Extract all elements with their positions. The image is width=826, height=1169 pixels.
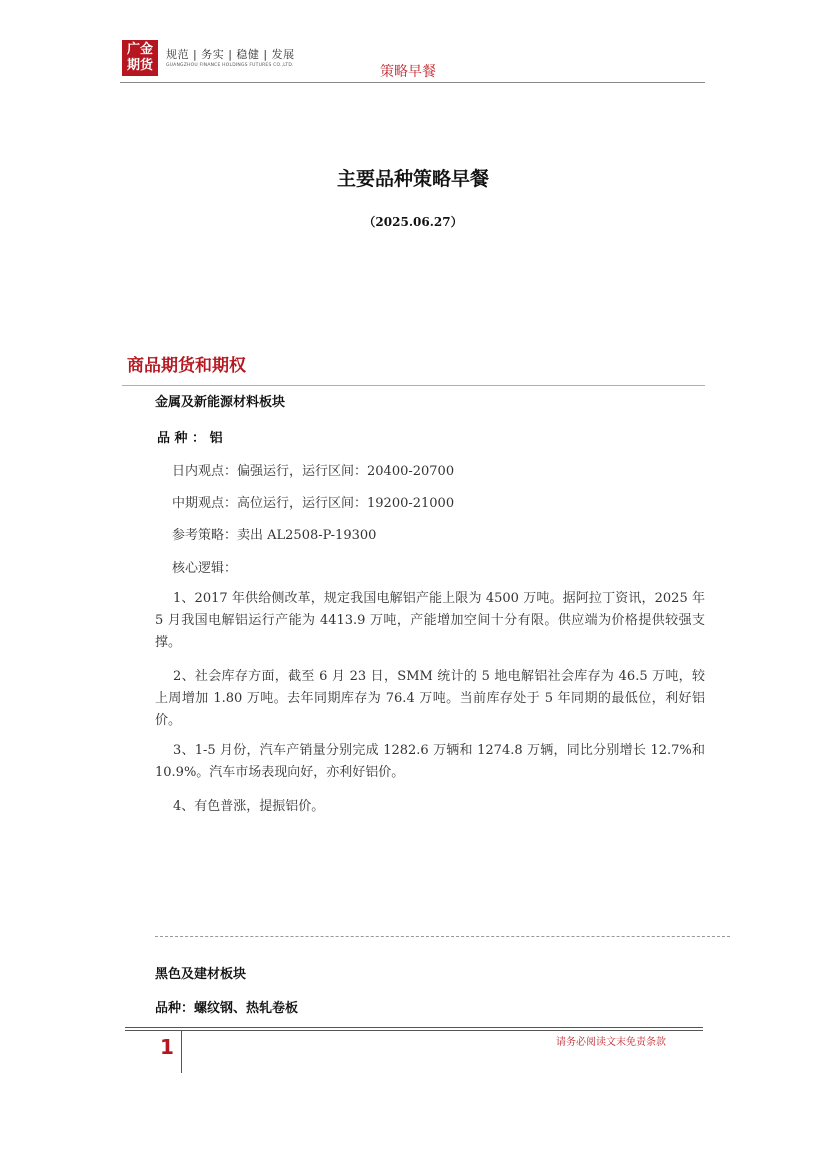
disclaimer-link: 请务必阅读文末免责条款 <box>556 1037 666 1048</box>
section-title: 商品期货和期权 <box>127 356 246 376</box>
company-slogan: 规范 | 务实 | 稳健 | 发展 <box>166 48 295 61</box>
reference-strategy: 参考策略：卖出 AL2508-P-19300 <box>172 528 377 543</box>
block2-heading: 黑色及建材板块 <box>155 967 247 982</box>
logic-point-2: 2、社会库存方面，截至 6 月 23 日，SMM 统计的 5 地电解铝社会库存为 46.5 万吨，较上周增加 1.80 万吨。去年同期库存为 76.4 万吨。当前库存处于 5 年同期的最低位，利好铝价。 <box>155 669 705 728</box>
logo-text-line2: 期货 <box>126 58 153 73</box>
logic-point-4: 4、有色普涨，提振铝价。 <box>173 799 325 814</box>
block2-variety: 品种：螺纹钢、热轧卷板 <box>155 1001 299 1016</box>
document-title: 主要品种策略早餐 <box>336 168 489 190</box>
footer-vertical-divider <box>181 1031 182 1073</box>
company-logo <box>122 40 158 76</box>
document-date: （2025.06.27） <box>363 215 463 229</box>
footer-divider-top <box>125 1027 703 1028</box>
intraday-view: 日内观点：偏强运行，运行区间：20400-20700 <box>172 464 455 479</box>
logic-point-1: 1、2017 年供给侧改革，规定我国电解铝产能上限为 4500 万吨。据阿拉丁资讯，2025 年 5 月我国电解铝运行产能为 4413.9 万吨，产能增加空间十分有限。供应端为价格提供较强支撑。 <box>155 591 705 650</box>
midterm-view: 中期观点：高位运行，运行区间：19200-21000 <box>172 496 455 511</box>
logic-point-3: 3、1-5 月份，汽车产销量分别完成 1282.6 万辆和 1274.8 万辆，同比分别增长 12.7%和 10.9%。汽车市场表现向好，亦利好铝价。 <box>155 743 705 780</box>
block1-variety: 品 种 ： 铝 <box>157 431 223 446</box>
page-number: 1 <box>160 1035 174 1059</box>
footer-divider-bottom <box>125 1030 703 1031</box>
block1-heading: 金属及新能源材料板块 <box>155 395 286 410</box>
block-divider <box>155 936 730 937</box>
header-title: 策略早餐 <box>380 64 436 80</box>
core-logic-label: 核心逻辑： <box>172 561 238 576</box>
logo-text-line1: 广金 <box>126 42 153 57</box>
company-name-en: GUANGZHOU FINANCE HOLDINGS FUTURES CO.,LTD. <box>166 63 294 68</box>
header-divider <box>120 82 705 83</box>
section-divider <box>122 385 705 386</box>
